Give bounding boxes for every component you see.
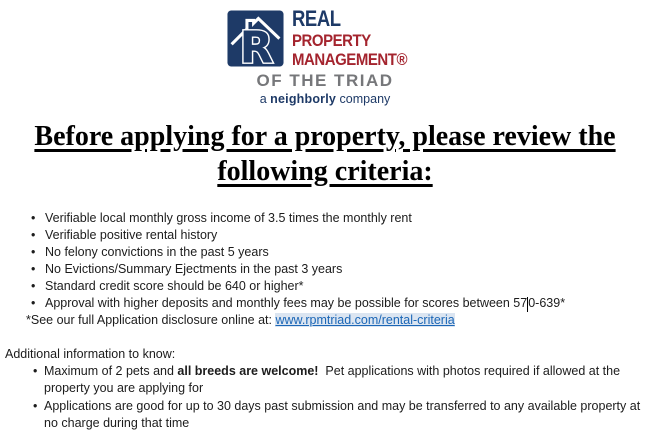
rpm-house-r-logo-icon [227, 10, 284, 67]
neighborly-suffix: company [339, 92, 391, 106]
disclosure-line [0, 312, 650, 329]
page-title [0, 119, 650, 189]
logo-text-real: REAL [292, 6, 341, 31]
svg-text:R: R [239, 21, 274, 67]
criteria-income: Verifiable local monthly gross income of 3.5 times the monthly rent [45, 210, 412, 225]
logo-text-management: MANAGEMENT® [292, 50, 408, 69]
criteria-rental-history: Verifiable positive rental history [45, 227, 218, 242]
criteria-felony: No felony convictions in the past 5 years [45, 244, 269, 259]
criteria-credit-score: Standard credit score should be 640 or higher* [45, 278, 304, 293]
list-item [0, 398, 650, 433]
criteria-evictions: No Evictions/Summary Ejectments in the past 3 years [45, 261, 343, 276]
logo-top-row [227, 8, 423, 68]
criteria-list [0, 210, 650, 312]
disclosure-text: *See our full Application disclosure online at: [26, 312, 276, 327]
pets-text-post: Pet applications with photos required if allowed at the property you are applying for [44, 363, 624, 395]
pets-text-bold: all breeds are welcome! [177, 363, 319, 378]
rental-criteria-link[interactable]: www.rpmtriad.com/rental-criteria [275, 312, 455, 327]
page-title-line1: Before applying for a property, please review the [34, 120, 616, 152]
criteria-approval-pre: Approval with higher deposits and monthly fees may be possible for scores between 57 [45, 295, 528, 310]
pets-text-pre: Maximum of 2 pets and [44, 363, 178, 378]
page-title-line2: following criteria: [217, 155, 433, 187]
list-item [0, 295, 650, 312]
list-item [0, 261, 650, 278]
logo-text-neighborly [260, 93, 391, 106]
additional-info-heading: Additional information to know: [5, 346, 176, 361]
neighborly-wordmark: neighborly [270, 92, 337, 106]
logo-wordmark [292, 8, 423, 68]
applications-validity-text: Applications are good for up to 30 days past submission and may be transferred to any available property at no charge during that time [44, 398, 641, 430]
logo-text-of-the-triad: OF THE TRIAD [256, 71, 394, 90]
list-item [0, 244, 650, 261]
list-item [0, 227, 650, 244]
list-item [0, 210, 650, 227]
list-item [0, 363, 650, 398]
company-logo [0, 8, 650, 106]
logo-text-property: PROPERTY [292, 31, 371, 50]
neighborly-prefix: a [259, 92, 267, 106]
additional-info-list [0, 363, 650, 433]
criteria-approval-post: 0-639* [528, 295, 566, 310]
list-item [0, 278, 650, 295]
